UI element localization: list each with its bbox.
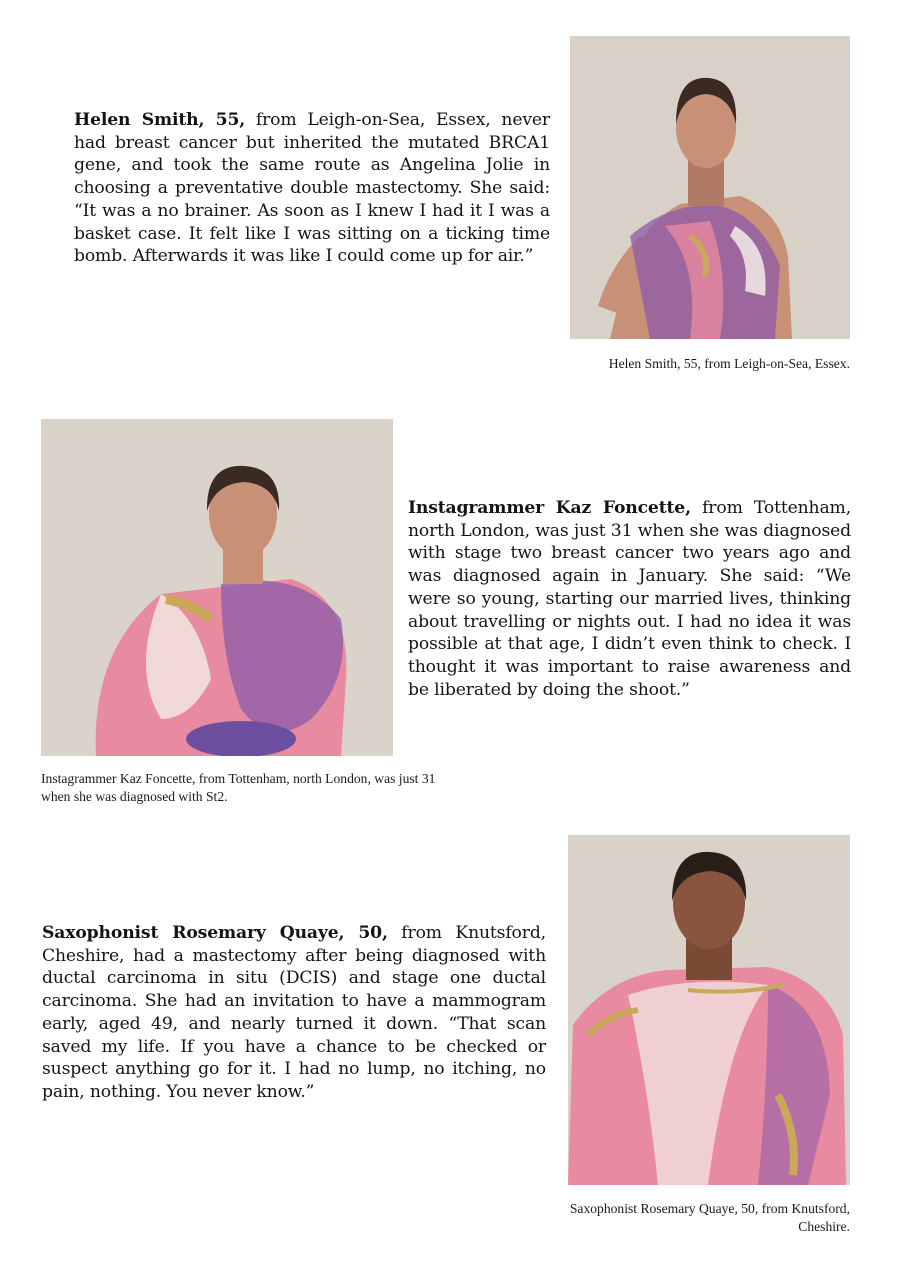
story-body-rosemary-quaye: from Knutsford, Cheshire, had a mastectomy after being diagnosed with ductal carcinoma in situ (DCIS) and stage one ductal carcinoma. She had an invitation to have a mammogram early, aged 49, and nearly turned it down. “That scan saved my life. If you have a chance to be checked or suspect anything go for it. I had no lump, no itching, no pain, nothing. You never know.” xyxy=(42,923,546,1102)
photo-rosemary-quaye xyxy=(568,835,850,1185)
story-paragraph-rosemary-quaye xyxy=(42,922,546,1104)
story-body-kaz-foncette: from Tottenham, north London, was just 31 when she was diagnosed with stage two breast cancer two years ago and was diagnosed again in January. She said: “We were so young, starting our married lives, thinking about travelling or nights out. I had no idea it was possible at that age, I didn’t even think to check. I thought it was important to raise awareness and be liberated by doing the shoot.” xyxy=(408,498,852,700)
story-name-helen-smith: Helen Smith, 55, xyxy=(74,110,246,130)
story-name-kaz-foncette: Instagrammer Kaz Foncette, xyxy=(408,498,691,518)
story-paragraph-helen-smith xyxy=(74,109,550,268)
story-name-rosemary-quaye: Saxophonist Rosemary Quaye, 50, xyxy=(42,923,388,943)
photo-caption-rosemary-quaye: Saxophonist Rosemary Quaye, 50, from Knutsford, Cheshire. xyxy=(569,1201,850,1234)
photo-caption-kaz-foncette: Instagrammer Kaz Foncette, from Tottenham, north London, was just 31 when she was diagnosed with St2. xyxy=(41,771,436,804)
photo-helen-smith xyxy=(570,36,850,339)
photo-caption-helen-smith: Helen Smith, 55, from Leigh-on-Sea, Essex. xyxy=(608,356,850,371)
photo-kaz-foncette xyxy=(41,419,393,756)
story-body-helen-smith: from Leigh-on-Sea, Essex, never had breast cancer but inherited the mutated BRCA1 gene, and took the same route as Angelina Jolie in choosing a preventative double mastectomy. She said: “It was a no brainer. As soon as I knew I had it I was a basket case. It felt like I was sitting on a ticking time bomb. Afterwards it was like I could come up for air.” xyxy=(74,110,550,267)
story-paragraph-kaz-foncette xyxy=(408,497,851,701)
